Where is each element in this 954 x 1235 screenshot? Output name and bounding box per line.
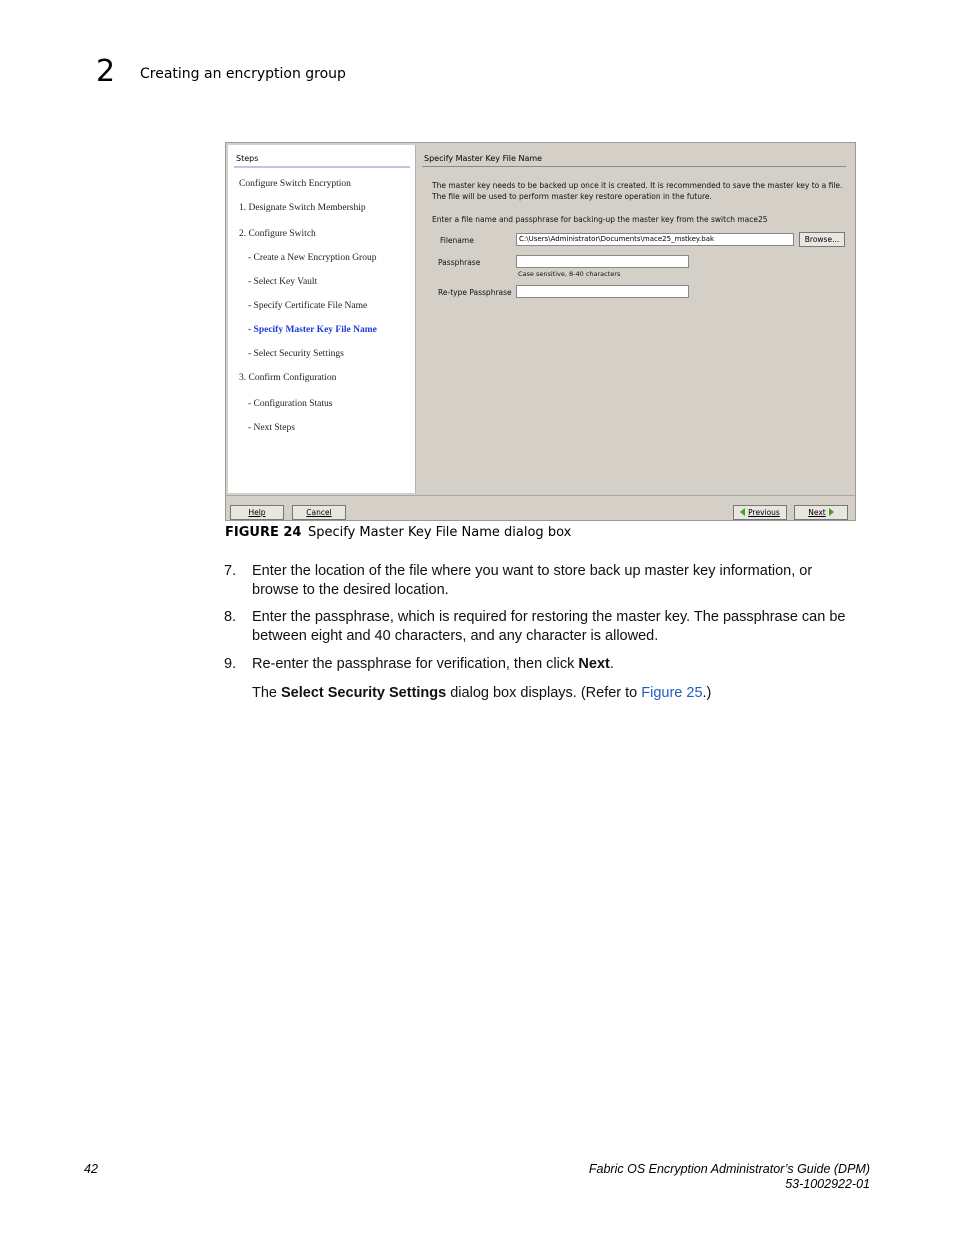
panel-divider	[422, 166, 846, 167]
footer-doc-number: 53-1002922-01	[785, 1177, 870, 1191]
step-text-9	[252, 655, 862, 674]
panel-description: The master key needs to be backed up once it is created. It is recommended to save the master key to a file. The file will be used to perform master key restore operation in the future.	[432, 181, 843, 201]
result-suffix: .)	[702, 685, 712, 701]
step-item[interactable]: Configure Switch Encryption	[239, 179, 351, 189]
arrow-left-icon	[740, 508, 745, 516]
filename-field[interactable]: C:\Users\Administrator\Documents\mace25_mstkey.bak	[516, 233, 794, 246]
step-text-7: Enter the location of the file where you want to store back up master key information, or browse to the desired location.	[252, 563, 813, 598]
figure-number: FIGURE 24	[225, 525, 302, 540]
result-middle: dialog box displays. (Refer to	[446, 685, 642, 701]
retype-passphrase-label: Re-type Passphrase	[438, 288, 512, 297]
passphrase-hint: Case sensitive, 8-40 characters	[518, 270, 621, 278]
panel-instruction: Enter a file name and passphrase for backing-up the master key from the switch mace25	[432, 215, 768, 224]
page-number: 42	[84, 1162, 98, 1176]
step-item[interactable]: 2. Configure Switch	[239, 229, 316, 239]
result-paragraph	[252, 684, 862, 703]
step-item[interactable]: - Next Steps	[248, 423, 295, 433]
next-bold-term: Next	[578, 656, 610, 672]
chapter-number: 2	[96, 54, 116, 89]
passphrase-field[interactable]	[516, 255, 689, 268]
steps-title: Steps	[236, 154, 259, 163]
step-number-7: 7.	[224, 563, 237, 579]
step-item[interactable]: - Select Security Settings	[248, 349, 344, 359]
content-panel	[418, 145, 854, 493]
step-text-8: Enter the passphrase, which is required for restoring the master key. The passphrase can be between eight and 40 characters, and any character is allowed.	[252, 609, 846, 644]
figure-title: Specify Master Key File Name dialog box	[308, 525, 572, 540]
filename-label: Filename	[440, 236, 474, 245]
footer-doc-title: Fabric OS Encryption Administrator’s Guide (DPM)	[588, 1162, 870, 1176]
step-9-period: .	[609, 656, 614, 672]
passphrase-label: Passphrase	[438, 258, 481, 267]
next-button[interactable]	[794, 505, 848, 520]
result-bold-term: Select Security Settings	[281, 685, 447, 701]
step-item[interactable]: 1. Designate Switch Membership	[239, 203, 366, 213]
steps-pane	[228, 145, 416, 493]
figure-25-link[interactable]: Figure 25	[641, 685, 703, 701]
step-item[interactable]: - Configuration Status	[248, 399, 333, 409]
master-key-dialog-screenshot	[225, 142, 856, 521]
panel-title: Specify Master Key File Name	[424, 154, 543, 163]
arrow-right-icon	[829, 508, 834, 516]
step-item[interactable]: - Create a New Encryption Group	[248, 253, 377, 263]
figure-label	[225, 525, 301, 540]
result-prefix: The	[252, 685, 282, 701]
step-number-8: 8.	[224, 609, 237, 625]
chapter-title: Creating an encryption group	[140, 66, 346, 82]
step-item-active[interactable]: - Specify Master Key File Name	[248, 325, 377, 335]
previous-label: Previous	[748, 508, 780, 517]
step-item[interactable]: - Specify Certificate File Name	[248, 301, 368, 311]
steps-divider	[234, 166, 410, 168]
help-label: Help	[248, 508, 266, 517]
step-item[interactable]: - Select Key Vault	[248, 277, 318, 287]
step-number-9: 9.	[224, 656, 237, 672]
previous-button[interactable]	[733, 505, 787, 520]
next-label: Next	[808, 508, 826, 517]
dialog-button-bar	[226, 495, 855, 520]
cancel-label: Cancel	[306, 508, 332, 517]
browse-button[interactable]: Browse...	[799, 232, 845, 247]
step-9-text: Re-enter the passphrase for verification, then click	[252, 656, 579, 672]
step-item[interactable]: 3. Confirm Configuration	[239, 373, 337, 383]
cancel-button[interactable]	[292, 505, 346, 520]
retype-passphrase-field[interactable]	[516, 285, 689, 298]
help-button[interactable]	[230, 505, 284, 520]
